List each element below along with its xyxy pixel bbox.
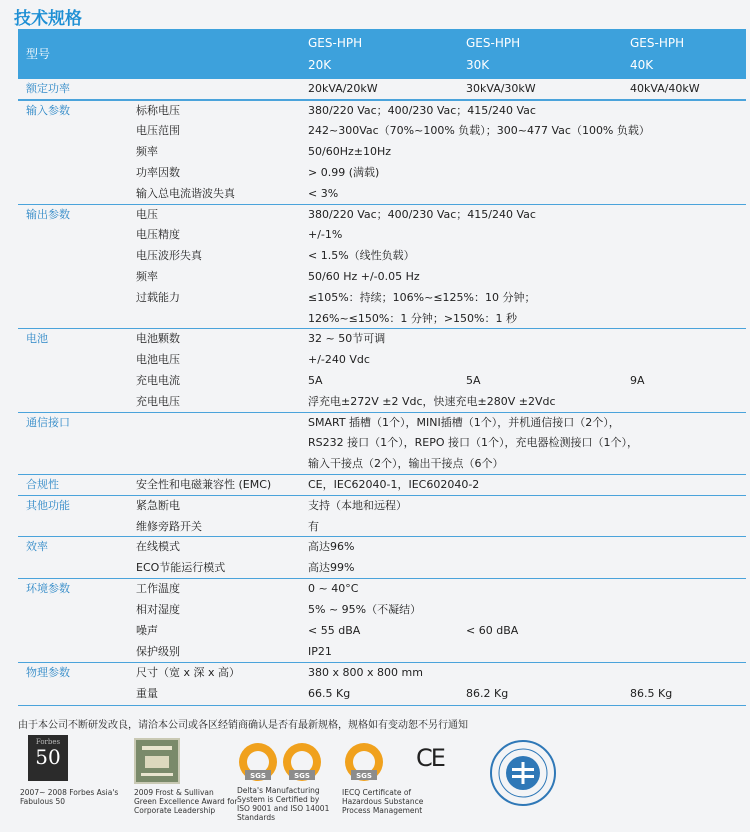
model-label: 型号 [26, 47, 51, 61]
spec-label: 安全性和电磁兼容性 (EMC) [136, 478, 272, 491]
spec-label: ECO节能运行模式 [136, 561, 226, 574]
spec-row [18, 350, 746, 370]
spec-category: 物理参数 [26, 666, 70, 679]
spec-label: 标称电压 [136, 104, 180, 117]
spec-value-col1: IP21 [308, 645, 332, 658]
iecq-caption: IECQ Certificate of Hazardous Substance Process Management [342, 788, 424, 815]
spec-value-col1: 380 x 800 x 800 mm [308, 666, 423, 679]
spec-value-col1: 输入干接点（2个），输出干接点（6个） [308, 457, 504, 470]
spec-value-col2: 30kVA/30kW [466, 82, 536, 95]
iecq-sgs-certification-icon [342, 740, 386, 784]
spec-row [18, 79, 746, 99]
spec-category: 环境参数 [26, 582, 70, 595]
spec-value-col1: RS232 接口（1个），REPO 接口（1个），充电器检测接口（1个）， [308, 436, 638, 449]
spec-row [18, 579, 746, 599]
group-divider [18, 474, 746, 475]
model-rating: 30K [466, 58, 490, 72]
forbes-caption: 2007~ 2008 Forbes Asia's Fabulous 50 [20, 788, 119, 806]
spec-row [18, 413, 746, 433]
spec-label: 充电电流 [136, 374, 180, 387]
spec-value-col3: 9A [630, 374, 645, 387]
spec-label: 电压范围 [136, 124, 180, 137]
page-title: 技术规格 [14, 9, 82, 29]
frost-sullivan-award-icon [134, 738, 180, 784]
spec-value-col1: 5% ~ 95%（不凝结） [308, 603, 422, 616]
model-column-1 [308, 32, 362, 76]
sgs-iso-caption: Delta's Manufacturing System is Certified by ISO 9001 and ISO 14001 Standards [237, 786, 330, 822]
spec-label: 重量 [136, 687, 158, 700]
spec-category: 额定功率 [26, 82, 70, 95]
spec-value-col1: 242~300Vac（70%~100% 负载）；300~477 Vac（100% 负载） [308, 124, 650, 137]
spec-row [18, 205, 746, 225]
spec-value-col1: 0 ~ 40°C [308, 582, 359, 595]
spec-row [18, 475, 746, 495]
group-divider [18, 204, 746, 205]
spec-label: 在线模式 [136, 540, 180, 553]
spec-value-col2: 5A [466, 374, 481, 387]
spec-label: 维修旁路开关 [136, 520, 202, 533]
spec-value-col1: 66.5 Kg [308, 687, 351, 700]
spec-row [18, 267, 746, 287]
spec-row [18, 537, 746, 557]
spec-value-col1: 380/220 Vac；400/230 Vac；415/240 Vac [308, 104, 536, 117]
group-divider [18, 705, 746, 706]
spec-value-col1: 5A [308, 374, 323, 387]
spec-row [18, 184, 746, 204]
spec-row [18, 600, 746, 620]
spec-label: 频率 [136, 270, 158, 283]
spec-value-col1: 50/60 Hz +/-0.05 Hz [308, 270, 420, 283]
frost-sullivan-caption: 2009 Frost & Sullivan Green Excellence Award for Corporate Leadership [134, 788, 238, 815]
spec-value-col1: 高达99% [308, 561, 355, 574]
spec-value-col1: 380/220 Vac；400/230 Vac；415/240 Vac [308, 208, 536, 221]
spec-row [18, 496, 746, 516]
model-name: GES-HPH [466, 36, 521, 50]
spec-value-col3: 40kVA/40kW [630, 82, 700, 95]
forbes-logo-icon: Forbes 50 [28, 735, 68, 781]
spec-row [18, 517, 746, 537]
spec-row [18, 101, 746, 121]
energy-conservation-certification-icon [488, 738, 558, 808]
spec-label: 充电电压 [136, 395, 180, 408]
spec-row [18, 309, 746, 329]
group-divider [18, 578, 746, 579]
spec-category: 电池 [26, 332, 48, 345]
spec-row [18, 433, 746, 453]
spec-category: 合规性 [26, 478, 59, 491]
spec-value-col1: 50/60Hz±10Hz [308, 145, 392, 158]
spec-value-col1: 高达96% [308, 540, 355, 553]
spec-row [18, 558, 746, 578]
spec-label: 电池电压 [136, 353, 180, 366]
spec-row [18, 621, 746, 641]
spec-label: 尺寸（宽 x 深 x 高） [136, 666, 241, 679]
model-column-3 [630, 32, 684, 76]
spec-category: 输出参数 [26, 208, 70, 221]
model-rating: 20K [308, 58, 332, 72]
spec-label: 紧急断电 [136, 499, 180, 512]
spec-row [18, 121, 746, 141]
spec-label: 功率因数 [136, 166, 180, 179]
spec-row [18, 454, 746, 474]
spec-label: 输入总电流谐波失真 [136, 187, 235, 200]
spec-row [18, 163, 746, 183]
spec-label: 电池颗数 [136, 332, 180, 345]
spec-row [18, 329, 746, 349]
spec-value-col1: ≤105%：持续；106%~≤125%：10 分钟； [308, 291, 536, 304]
spec-category: 通信接口 [26, 416, 70, 429]
spec-row [18, 225, 746, 245]
spec-row [18, 246, 746, 266]
spec-value-col3: 86.5 Kg [630, 687, 673, 700]
model-rating: 40K [630, 58, 654, 72]
spec-value-col1: 126%~≤150%：1 分钟；>150%：1 秒 [308, 312, 517, 325]
spec-row [18, 371, 746, 391]
svg-text:SGS: SGS [250, 772, 266, 780]
spec-label: 相对湿度 [136, 603, 180, 616]
spec-table-header [18, 29, 746, 79]
group-divider [18, 328, 746, 329]
spec-category: 输入参数 [26, 104, 70, 117]
spec-row [18, 142, 746, 162]
spec-row [18, 642, 746, 662]
svg-text:SGS: SGS [294, 772, 310, 780]
spec-value-col2: 86.2 Kg [466, 687, 509, 700]
spec-row [18, 684, 746, 704]
group-divider [18, 662, 746, 663]
group-divider [18, 536, 746, 537]
spec-label: 电压精度 [136, 228, 180, 241]
spec-value-col1: 有 [308, 520, 319, 533]
spec-value-col1: > 0.99 (满载) [308, 166, 380, 179]
model-column-2 [466, 32, 520, 76]
spec-row [18, 392, 746, 412]
spec-row [18, 288, 746, 308]
spec-value-col1: 支持（本地和远程） [308, 499, 407, 512]
spec-category: 效率 [26, 540, 48, 553]
spec-value-col1: < 3% [308, 187, 339, 200]
spec-label: 工作温度 [136, 582, 180, 595]
ce-mark-icon: CE [416, 744, 444, 772]
spec-value-col1: SMART 插槽（1个），MINI插槽（1个），并机通信接口（2个）， [308, 416, 620, 429]
svg-text:SGS: SGS [356, 772, 372, 780]
spec-label: 电压 [136, 208, 158, 221]
spec-value-col1: 20kVA/20kW [308, 82, 378, 95]
spec-value-col1: < 55 dBA [308, 624, 361, 637]
spec-label: 电压波形失真 [136, 249, 202, 262]
spec-value-col1: CE，IEC62040-1，IEC602040-2 [308, 478, 480, 491]
group-divider [18, 495, 746, 496]
spec-label: 保护级别 [136, 645, 180, 658]
model-name: GES-HPH [308, 36, 363, 50]
spec-category: 其他功能 [26, 499, 70, 512]
spec-value-col1: +/-1% [308, 228, 343, 241]
group-divider [18, 412, 746, 413]
footer-note: 由于本公司不断研发改良，请洽本公司或各区经销商确认是否有最新规格，规格如有变动恕不另行通知 [18, 720, 468, 731]
sgs-iso-certification-icon [236, 740, 326, 784]
spec-value-col1: < 1.5%（线性负载） [308, 249, 415, 262]
spec-label: 频率 [136, 145, 158, 158]
group-divider [18, 100, 746, 101]
spec-value-col1: 浮充电±272V ±2 Vdc，快速充电±280V ±2Vdc [308, 395, 556, 408]
spec-label: 噪声 [136, 624, 158, 637]
spec-label: 过载能力 [136, 291, 180, 304]
spec-row [18, 663, 746, 683]
spec-value-col1: 32 ~ 50节可调 [308, 332, 386, 345]
spec-value-col2: < 60 dBA [466, 624, 519, 637]
model-name: GES-HPH [630, 36, 685, 50]
spec-value-col1: +/-240 Vdc [308, 353, 370, 366]
